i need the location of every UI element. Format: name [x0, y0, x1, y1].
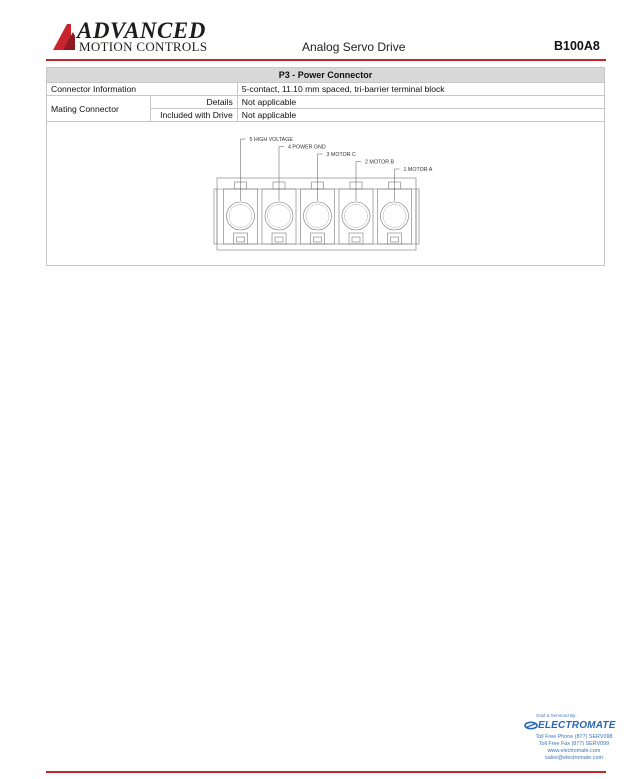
electromate-logo-icon	[524, 721, 538, 730]
pin-label: 3 MOTOR C	[326, 152, 356, 158]
pin-label: 1 MOTOR A	[403, 167, 433, 173]
footer-divider	[46, 771, 606, 773]
details-value: Not applicable	[237, 96, 604, 109]
terminal-tab-bottom	[311, 233, 325, 244]
sponsor-phone: Toll Free Phone (877) SERV098	[535, 734, 613, 740]
pin-label: 2 MOTOR B	[365, 159, 395, 166]
connector-info-label: Connector Information	[47, 83, 238, 96]
connector-diagram	[47, 122, 606, 265]
header-divider	[46, 59, 606, 61]
terminal-screw	[304, 202, 332, 230]
terminal-screw	[381, 202, 409, 230]
logo-text-bottom: MOTION CONTROLS	[79, 39, 208, 54]
included-value: Not applicable	[237, 109, 604, 122]
document-id: B100A8	[554, 39, 600, 53]
sponsor-fax: Toll Free Fax (877) SERV099	[538, 741, 610, 747]
terminal-screw	[342, 202, 370, 230]
table-row	[47, 96, 605, 109]
sponsor-caption: Sold & Serviced By:	[536, 713, 577, 718]
included-label: Included with Drive	[150, 109, 237, 122]
sponsor-email[interactable]: sales@electromate.com	[545, 755, 603, 761]
page-header	[0, 0, 638, 62]
sponsor-website[interactable]: www.electromate.com	[547, 748, 601, 754]
sponsor-brand: ELECTROMATE	[538, 720, 616, 731]
sponsor-block	[526, 713, 622, 763]
terminal-tab-bottom	[234, 233, 248, 244]
diagram-cell	[47, 122, 605, 266]
table-row	[47, 83, 605, 96]
table-title: P3 - Power Connector	[47, 68, 605, 83]
terminal-screw	[227, 202, 255, 230]
terminal-slot	[352, 237, 360, 242]
logo-text-top: ADVANCED	[77, 18, 206, 43]
terminal-slot	[237, 237, 245, 242]
terminal-tab-bottom	[388, 233, 402, 244]
terminal-slot	[275, 237, 283, 242]
document-subtitle: Analog Servo Drive	[302, 40, 406, 54]
company-logo	[53, 18, 243, 54]
block-right-cap	[416, 189, 419, 244]
pin-label: 4 POWER GND	[288, 144, 326, 151]
mating-connector-label: Mating Connector	[47, 96, 151, 122]
terminal-slot	[314, 237, 322, 242]
pin-label: 5 HIGH VOLTAGE	[249, 137, 293, 143]
connector-info-value: 5-contact, 11.10 mm spaced, tri-barrier terminal block	[237, 83, 604, 96]
details-label: Details	[150, 96, 237, 109]
terminal-tab-bottom	[272, 233, 286, 244]
block-left-cap	[214, 189, 217, 244]
terminal-tab-bottom	[349, 233, 363, 244]
terminal-screw	[265, 202, 293, 230]
terminal-slot	[391, 237, 399, 242]
power-connector-table	[46, 67, 605, 266]
